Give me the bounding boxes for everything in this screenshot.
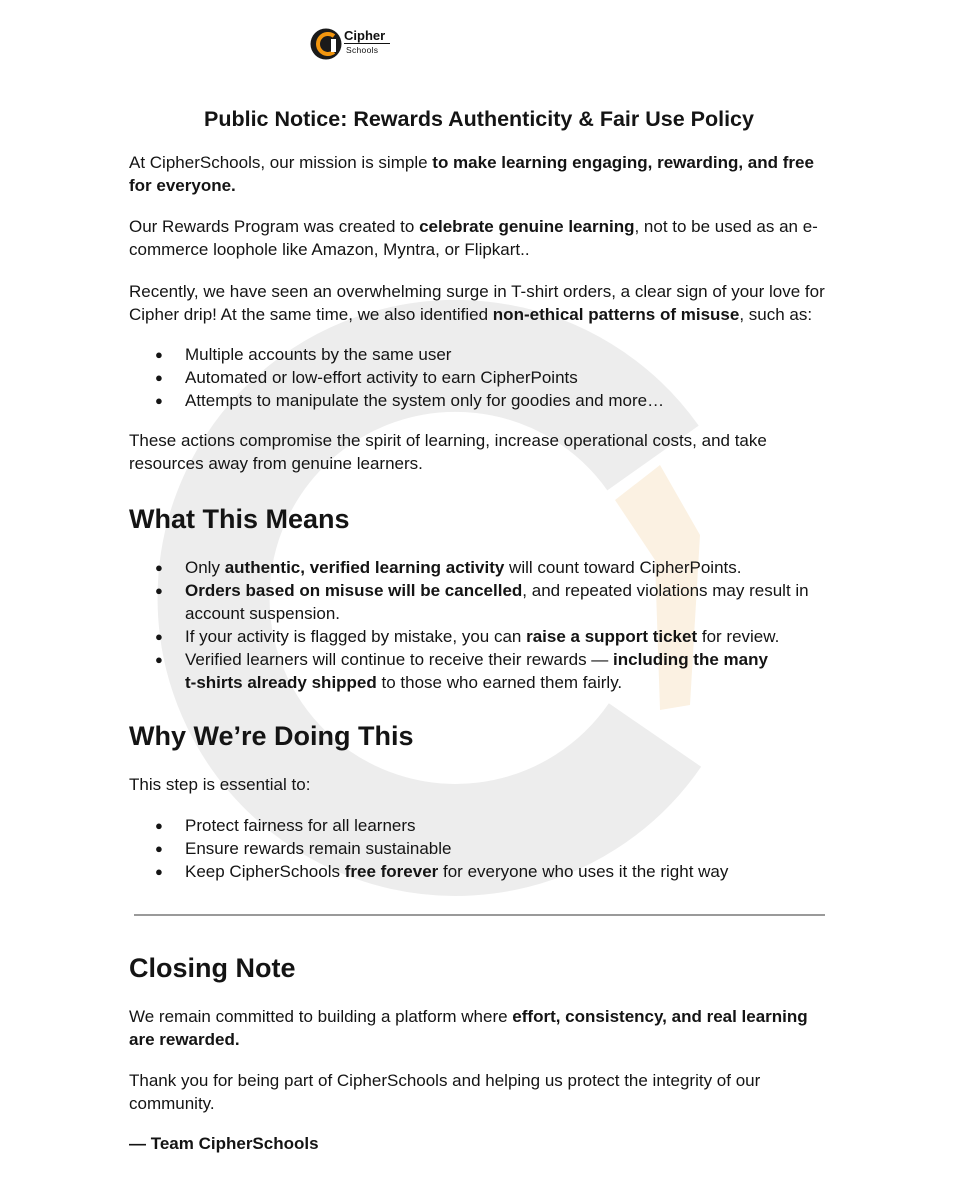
what-this-means-list bbox=[129, 556, 834, 694]
section-heading-what-this-means: What This Means bbox=[129, 504, 350, 534]
intro-paragraph-program: Our Rewards Program was created to celebrate genuine learning, not to be used as an e-commerce loophole like Amazon, Myntra, or Flipkart.. bbox=[129, 217, 818, 259]
list-item: ● Multiple accounts by the same user bbox=[129, 343, 834, 366]
intro-paragraph-mission: At CipherSchools, our mission is simple to make learning engaging, rewarding, and free for everyone. bbox=[129, 153, 814, 195]
impact-paragraph: These actions compromise the spirit of learning, increase operational costs, and take resources away from genuine learners. bbox=[129, 431, 767, 473]
closing-paragraph-commitment: We remain committed to building a platform where effort, consistency, and real learning are rewarded. bbox=[129, 1007, 808, 1049]
signature: — Team CipherSchools bbox=[129, 1134, 319, 1153]
list-item: ● Only authentic, verified learning activity will count toward CipherPoints. bbox=[129, 556, 834, 579]
cipher-schools-logo bbox=[310, 26, 410, 62]
list-item: ● Automated or low-effort activity to earn CipherPoints bbox=[129, 366, 834, 389]
why-list bbox=[129, 814, 834, 883]
list-item: ● Keep CipherSchools free forever for everyone who uses it the right way bbox=[129, 860, 834, 883]
section-heading-why: Why We’re Doing This bbox=[129, 721, 414, 751]
why-lead-text: This step is essential to: bbox=[129, 775, 311, 794]
cipher-logo-icon bbox=[310, 26, 344, 62]
logo-brand-text: Cipher bbox=[344, 28, 386, 43]
page-title: Public Notice: Rewards Authenticity & Fair Use Policy bbox=[204, 107, 754, 131]
intro-paragraph-misuse: Recently, we have seen an overwhelming surge in T-shirt orders, a clear sign of your love for Cipher drip! At the same time, we also identified non-ethical patterns of misuse, such as: bbox=[129, 282, 825, 324]
list-item: ● Protect fairness for all learners bbox=[129, 814, 834, 837]
list-item: ● Verified learners will continue to receive their rewards — including the many t-shirts already shipped to those who earned them fairly. bbox=[129, 648, 834, 694]
section-divider bbox=[134, 914, 825, 916]
section-heading-closing: Closing Note bbox=[129, 953, 296, 983]
list-item: ● If your activity is flagged by mistake, you can raise a support ticket for review. bbox=[129, 625, 834, 648]
list-item: ● Orders based on misuse will be cancelled, and repeated violations may result in account suspension. bbox=[129, 579, 834, 625]
closing-paragraph-thanks: Thank you for being part of CipherSchools and helping us protect the integrity of our community. bbox=[129, 1071, 761, 1113]
list-item: ● Attempts to manipulate the system only for goodies and more… bbox=[129, 389, 834, 412]
list-item: ● Ensure rewards remain sustainable bbox=[129, 837, 834, 860]
misuse-list bbox=[129, 343, 834, 412]
logo-brand-subtext: Schools bbox=[346, 45, 379, 55]
